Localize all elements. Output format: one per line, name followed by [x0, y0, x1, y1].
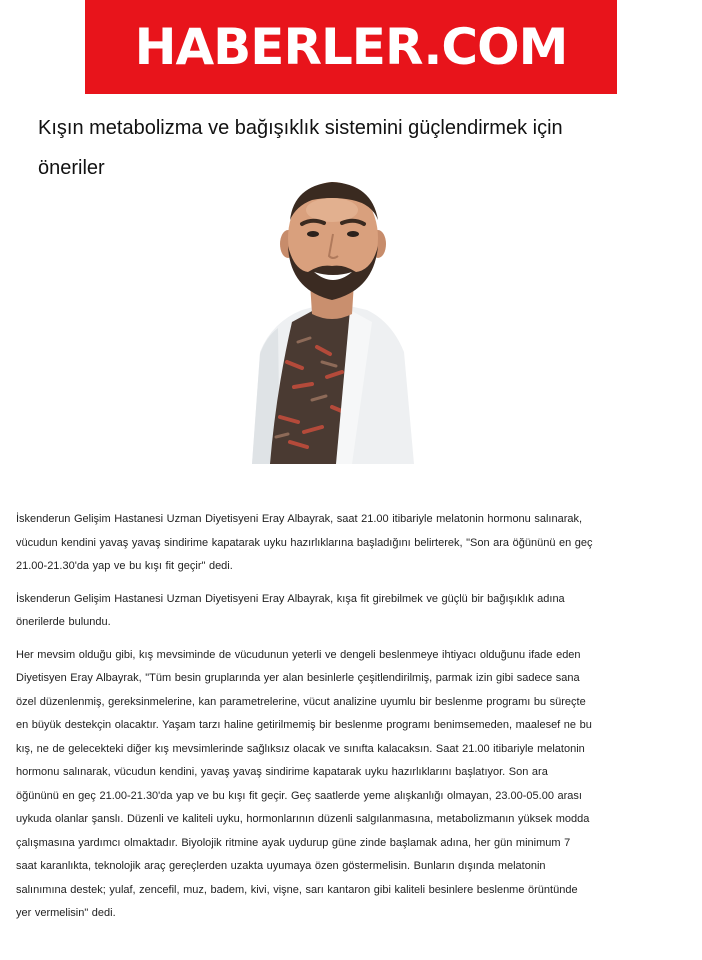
article-photo	[232, 172, 432, 464]
site-logo[interactable]: HABERLER.COM	[134, 18, 568, 76]
article-title: Kışın metabolizma ve bağışıklık sistemini güçlendirmek için öneriler	[38, 117, 563, 179]
article-paragraph: İskenderun Gelişim Hastanesi Uzman Diyetisyeni Eray Albayrak, kışa fit girebilmek ve güçlü bir bağışıklık adına önerilerde bulundu.	[16, 592, 565, 628]
article-body	[16, 508, 594, 935]
site-masthead[interactable]	[85, 0, 617, 94]
article-paragraph: İskenderun Gelişim Hastanesi Uzman Diyetisyeni Eray Albayrak, saat 21.00 itibariyle melatonin hormonu salınarak, vücudun kendini yavaş yavaş sindirime kapatarak uyku hazırlıklarına başladığını belirterek, "Son ara öğününü en geç 21.00-21.30'da yap ve bu kışı fit geçir" dedi.	[16, 513, 593, 572]
article-paragraph: Her mevsim olduğu gibi, kış mevsiminde de vücudunun yeterli ve dengeli beslenmeye ihtiyacı olduğunu ifade eden Diyetisyen Eray Albayrak, "Tüm besin gruplarında yer alan besinlerle çeşitlendirilmiş, parmak izin gibi sadece sana özel düzenlenmiş, gereksinmelerine, kan parametrelerine, vücut analizine uyumlu bir beslenme programı bu süreçte en büyük destekçin olacaktır. Yaşam tarzı haline getirilmemiş bir beslenme programı benimsemeden, maalesef ne bu kış, ne de gelecekteki diğer kış mevsimlerinde sağlıksız olacak ve sınıfta kalacaksın. Saat 21.00 itibariyle melatonin hormonu salınarak, vücudun kendini, yavaş yavaş sindirime kapatarak uyku hazırlıklarını başlatıyor. Son ara öğününü en geç 21.00-21.30'da yap ve bu kışı fit geçir. Geç saatlerde yeme alışkanlığı olmayan, 23.00-05.00 arası uykuda olanlar şanslı. Düzenli ve kaliteli uyku, hormonlarının düzenli salgılanmasına, metabolizmanın yüksek modda çalışmasına yardımcı olmaktadır. Biyolojik ritmine ayak uydurup güne zinde başlamak adına, her gün minimum 7 saat karanlıkta, teknolojik araç gereçlerden uzakta uyumaya özen göstermelisin. Bunların dışında melatonin salınımına destek; yulaf, zencefil, muz, badem, kivi, vişne, sarı kantaron gibi kaliteli besinlere beslenme örüntünde yer vermelisin" dedi.	[16, 648, 592, 919]
